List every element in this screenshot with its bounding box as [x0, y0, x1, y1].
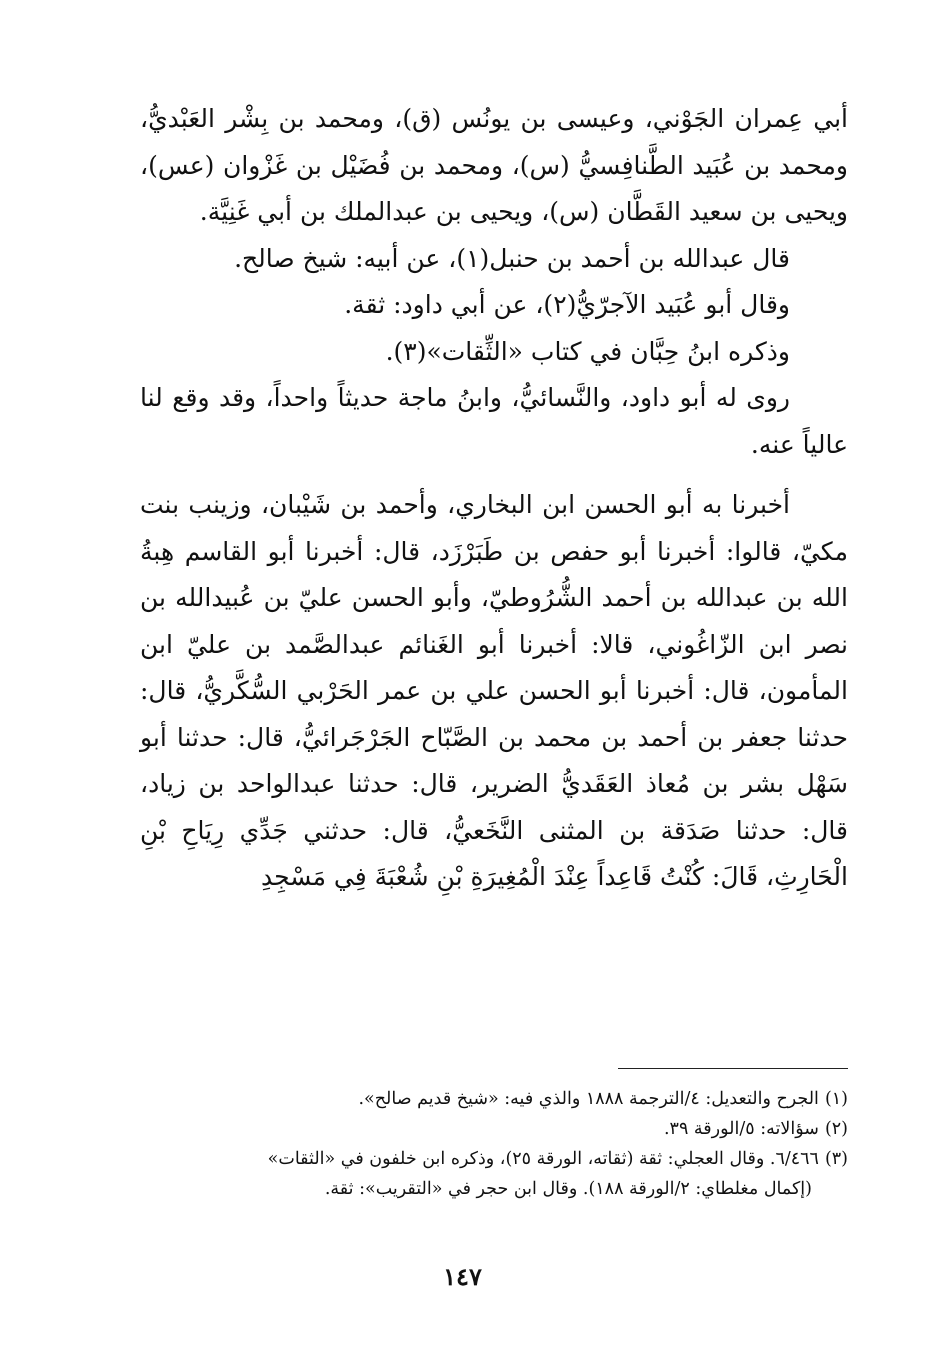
paragraph-ajurri: وقال أبو عُبَيد الآجرّيُّ(٢)، عن أبي داود: ثقة.: [344, 290, 790, 319]
footnotes: [140, 1084, 848, 1204]
footnote-divider: [618, 1068, 848, 1069]
main-text: [140, 96, 848, 901]
paragraph-isnad: أخبرنا به أبو الحسن ابن البخاري، وأحمد بن شَيْبان، وزينب بنت مكيّ، قالوا: أخبرنا أبو حفص بن طَبَرْزَد، قال: أخبرنا أبو القاسم هِبةُ الله بن عبدالله بن أحمد الشُّرُوطيّ، وأبو الحسن عليّ بن عُبيدالله بن نصر ابن الزّاغُوني، قالا: أخبرنا أبو الغَنائم عبدالصَّمد بن عليّ ابن المأمون، قال: أخبرنا أبو الحسن علي بن عمر الحَرْبي السُّكَّريُّ، قال: حدثنا جعفر بن أحمد بن محمد بن الصَّبّاح الجَرْجَرائيُّ، قال: حدثنا أبو سَهْل بشر بن مُعاذ العَقَديُّ الضرير، قال: حدثنا عبدالواحد بن زياد، قال: حدثنا صَدَقة بن المثنى النَّخَعيُّ، قال: حدثني جَدِّي رِيَاحِ بْنِ الْحَارِثِ، قَالَ: كُنْتُ قَاعِداً عِنْدَ الْمُغِيرَةِ بْنِ شُعْبَةَ فِي مَسْجِدِ: [140, 490, 848, 891]
footnote-text: الجرح والتعديل: ٤/الترجمة ١٨٨٨ والذي فيه: «شيخ قديم صالح».: [358, 1089, 819, 1109]
paragraph-narrators: روى له أبو داود، والنَّسائيُّ، وابنُ ماجة حديثاً واحداً، وقد وقع لنا عالياً عنه.: [140, 383, 848, 459]
footnote-number: (٢): [824, 1119, 848, 1139]
footnote-item: [140, 1114, 848, 1144]
footnote-continuation: (إكمال مغلطاي: ٢/الورقة ١٨٨). وقال ابن حجر في «التقريب»: ثقة.: [324, 1179, 812, 1199]
footnote-text: ٦/٤٦٦. وقال العجلي: ثقة (ثقاته، الورقة ٢٥)، وذكره ابن خلفون في «الثقات»: [267, 1149, 819, 1169]
paragraph-teachers: أبي عِمران الجَوْني، وعيسى بن يونُس (ق)، ومحمد بن بِشْر العَبْديُّ، ومحمد بن عُبَيد الطَّنافِسيُّ (س)، ومحمد بن فُضَيْل بن غَزْوان (عس)، ويحيى بن سعيد القَطَّان (س)، ويحيى بن عبدالملك بن أبي غَنِيَّة.: [140, 104, 848, 226]
footnote-item: [140, 1084, 848, 1114]
paragraph-ahmad: قال عبدالله بن أحمد بن حنبل(١)، عن أبيه: شيخ صالح.: [234, 243, 790, 273]
footnote-number: (٣): [824, 1149, 848, 1169]
footnote-item: [140, 1144, 848, 1174]
footnote-number: (١): [824, 1089, 848, 1109]
footnote-text: سؤالاته: ٥/الورقة ٣٩.: [663, 1119, 819, 1139]
page-number: ١٤٧: [443, 1262, 482, 1291]
paragraph-ibn-hibban: وذكره ابنُ حِبَّان في كتاب «الثِّقات»(٣).: [385, 336, 790, 366]
